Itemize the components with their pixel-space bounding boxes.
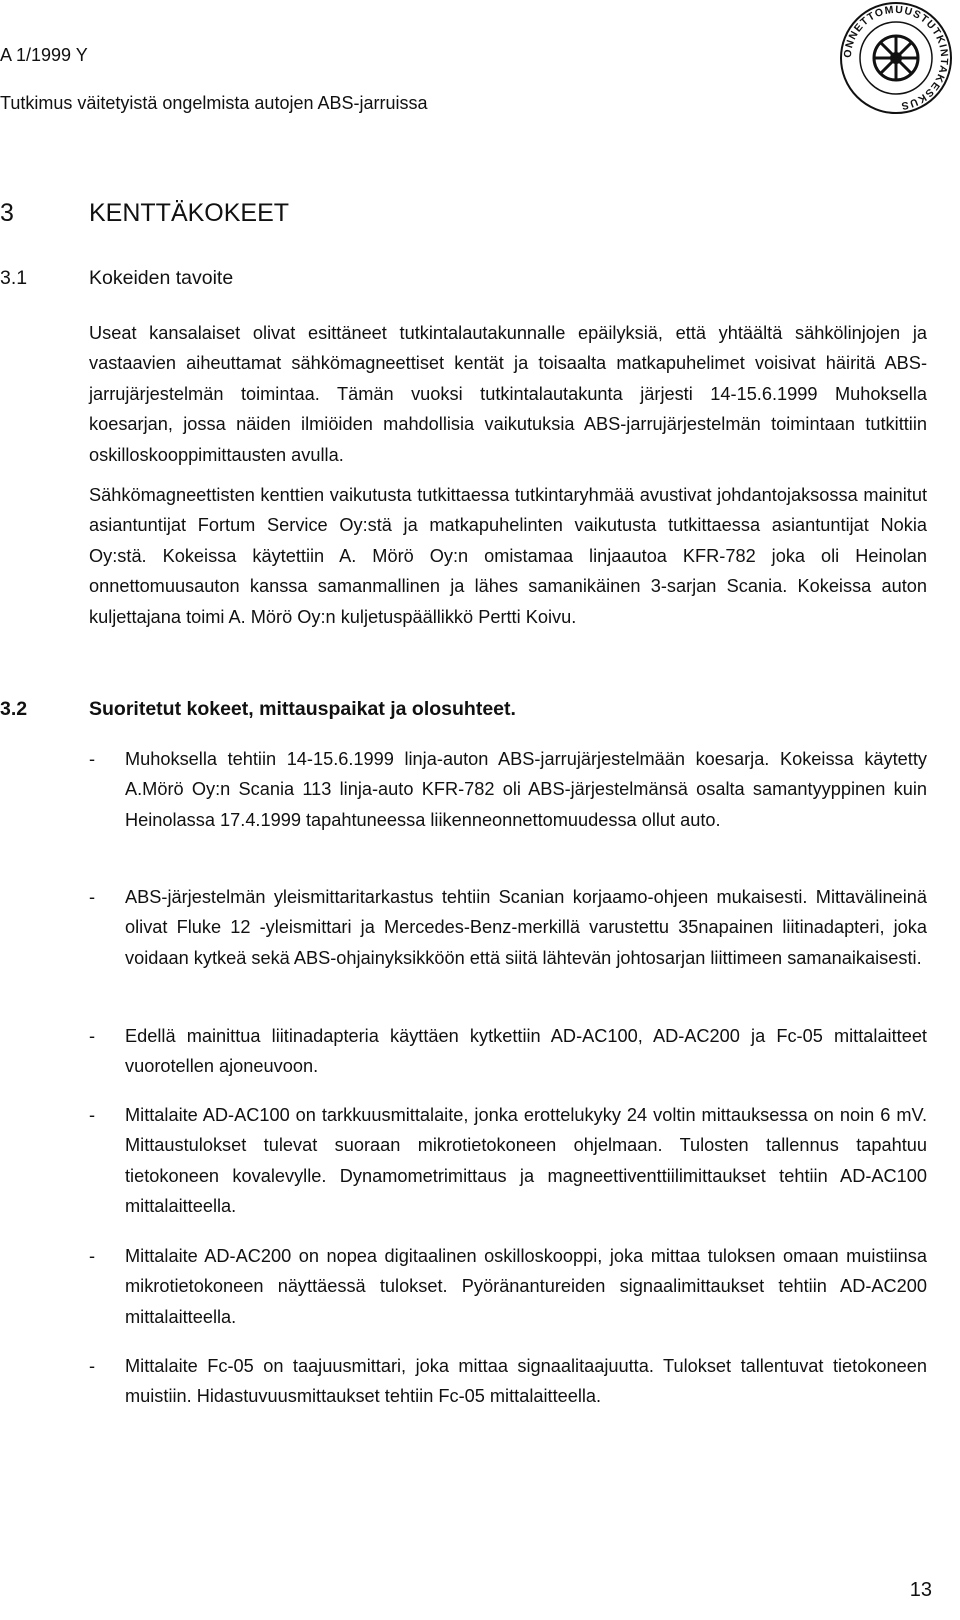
list-item-text: Edellä mainittua liitinadapteria käyttäen kytkettiin AD-AC100, AD-AC200 ja Fc-05 mittalaitteet vuorotellen ajoneuvoon. (125, 1026, 927, 1077)
list-dash: - (89, 1105, 96, 1125)
onnettomuustutkintakeskus-logo (838, 0, 954, 116)
section-number: 3 (0, 199, 14, 227)
subsection-heading-3-2 (0, 696, 516, 722)
paragraph-2: Sähkömagneettisten kenttien vaikutusta tutkittaessa tutkintaryhmää avustivat johdantojaksossa mainitut asiantuntijat Fortum Service Oy:stä ja matkapuhelinten vaikutusta tutkittaessa asiantuntijat Nokia Oy:stä. Kokeissa käytettiin A. Mörö Oy:n omistamaa linjaautoa KFR-782 joka oli Heinolan onnettomuusauton kanssa samanmallinen ja lähes samanikäinen 3-sarjan Scania. Kokeissa auton kuljettajana toimi A. Mörö Oy:n kuljetuspäällikkö Pertti Koivu. (89, 485, 927, 627)
list-item-text: Mittalaite Fc-05 on taajuusmittari, joka mittaa signaalitaajuutta. Tulokset tallentuvat tietokoneen muistiin. Hidastuvuusmittaukset tehtiin Fc-05 mittalaitteella. (125, 1356, 927, 1407)
list-item-text: Mittalaite AD-AC100 on tarkkuusmittalaite, jonka erottelukyky 24 voltin mittauksessa on noin 6 mV. Mittaustulokset tulevat suoraan mikrotietokoneen ohjelmaan. Tulosten tallennus tapahtuu tietokoneen kovalevylle. Dynamometrimittaus ja magneettiventtiilimittaukset tehtiin AD-AC100 mittalaitteella. (125, 1105, 927, 1217)
subsection-number: 3.2 (0, 698, 28, 720)
list-dash: - (89, 887, 96, 907)
list-dash: - (89, 1246, 96, 1266)
logo-emblem-icon (874, 36, 918, 80)
subsection-heading-3-1 (0, 265, 233, 291)
list-item (89, 1241, 927, 1332)
list-item (89, 1100, 927, 1222)
page-number: 13 (909, 1579, 932, 1601)
list-item (89, 744, 927, 835)
list-item (89, 1351, 927, 1412)
subsection-number: 3.1 (0, 267, 28, 289)
document-subtitle: Tutkimus väitetyistä ongelmista autojen ABS-jarruissa (0, 93, 428, 113)
document-code: A 1/1999 Y (0, 45, 88, 65)
subsection-title: Kokeiden tavoite (89, 267, 234, 289)
list-item-text: Mittalaite AD-AC200 on nopea digitaalinen oskilloskooppi, joka mittaa tuloksen omaan muistiinsa mikrotietokoneen näyttäessä tulokset. Pyöränantureiden signaalimittaukset tehtiin AD-AC200 mittalaitteella. (125, 1246, 927, 1327)
section-title: KENTTÄKOKEET (89, 199, 290, 227)
subsection-title: Suoritetut kokeet, mittauspaikat ja olosuhteet. (89, 698, 516, 720)
list-dash: - (89, 1356, 96, 1376)
section-heading (0, 198, 289, 228)
list-item (89, 882, 927, 973)
list-item (89, 1021, 927, 1082)
paragraph-1: Useat kansalaiset olivat esittäneet tutkintalautakunnalle epäilyksiä, että yhtäältä sähkölinjojen ja vastaavien aiheuttamat sähkömagneettiset kentät ja toisaalta matkapuhelimet voisivat häiritä ABS-jarrujärjestelmän toimintaa. Tämän vuoksi tutkintalautakunta järjesti 14-15.6.1999 Muhoksella koesarjan, jossa näiden ilmiöiden mahdollisia vaikutuksia ABS-jarrujärjestelmän toimintaan tutkittiin oskilloskooppimittausten avulla. (89, 323, 927, 465)
list-item-text: Muhoksella tehtiin 14-15.6.1999 linja-auton ABS-jarrujärjestelmään koesarja. Kokeissa käytetty A.Mörö Oy:n Scania 113 linja-auto KFR-782 oli ABS-järjestelmänsä osalta samantyyppinen kuin Heinolassa 17.4.1999 tapahtuneessa liikenneonnettomuudessa ollut auto. (125, 749, 927, 830)
list-dash: - (89, 749, 96, 769)
logo-ring-text: ONNETTOMUUSTUTKINTAKESKUS (841, 3, 951, 112)
list-item-text: ABS-järjestelmän yleismittaritarkastus tehtiin Scanian korjaamo-ohjeen mukaisesti. Mittavälineinä olivat Fluke 12 -yleismittari ja Mercedes-Benz-merkillä varustettu 35napainen liitinadapteri, joka voidaan kytkeä sekä ABS-ohjainyksikköön että siitä lähtevän johtosarjan liittimeen samanaikaisesti. (125, 887, 927, 968)
list-dash: - (89, 1026, 96, 1046)
